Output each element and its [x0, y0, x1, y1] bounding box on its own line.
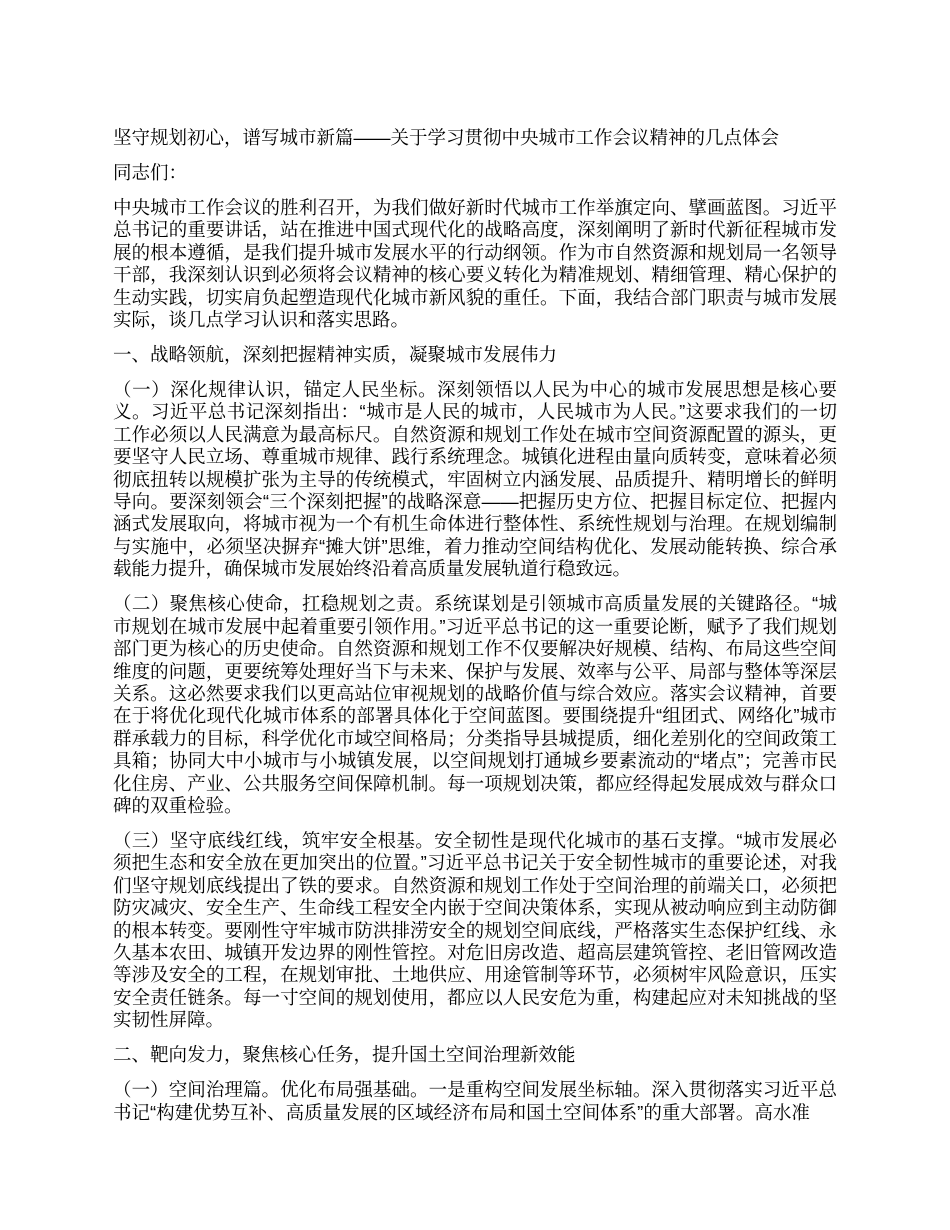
section-2-paragraph-1: （一）空间治理篇。优化布局强基础。一是重构空间发展坐标轴。深入贯彻落实习近平总书记“构建优势互补、高质量发展的区域经济布局和国土空间体系”的重大部署。高水准	[113, 1079, 837, 1123]
salutation: 同志们：	[113, 162, 188, 183]
intro-paragraph: 中央城市工作会议的胜利召开，为我们做好新时代城市工作举旗定向、擘画蓝图。习近平总书记的重要讲话，站在推进中国式现代化的战略高度，深刻阐明了新时代新征程城市发展的根本遵循，是我们提升城市发展水平的行动纲领。作为市自然资源和规划局一名领导干部，我深刻认识到必须将会议精神的核心要义转化为精准规划、精细管理、精心保护的生动实践，切实肩负起塑造现代化城市新风貌的重任。下面，我结合部门职责与城市发展实际，谈几点学习认识和落实思路。	[113, 197, 837, 331]
section-1-heading: 一、战略领航，深刻把握精神实质，凝聚城市发展伟力	[113, 344, 558, 366]
section-1-paragraph-1: （一）深化规律认识，锚定人民坐标。深刻领悟以人民为中心的城市发展思想是核心要义。习近平总书记深刻指出：“城市是人民的城市，人民城市为人民。”这要求我们的一切工作必须以人民满意为最高标尺。自然资源和规划工作处在城市空间资源配置的源头，更要坚守人民立场、尊重城市规律、践行系统理念。城镇化进程由量向质转变，意味着必须彻底扭转以规模扩张为主导的传统模式，牢固树立内涵发展、品质提升、精明增长的鲜明导向。要深刻领会“三个深刻把握”的战略深意——把握历史方位、把握目标定位、把握内涵式发展取向，将城市视为一个有机生命体进行整体性、系统性规划与治理。在规划编制与实施中，必须坚决摒弃“摊大饼”思维，着力推动空间结构优化、发展动能转换、综合承载能力提升，确保城市发展始终沿着高质量发展轨道行稳致远。	[113, 379, 837, 580]
section-1-paragraph-2: （二）聚焦核心使命，扛稳规划之责。系统谋划是引领城市高质量发展的关键路径。“城市规划在城市发展中起着重要引领作用。”习近平总书记的这一重要论断，赋予了我们规划部门更为核心的历史使命。自然资源和规划工作不仅要解决好规模、结构、布局这些空间维度的问题，更要统筹处理好当下与未来、保护与发展、效率与公平、局部与整体等深层关系。这必然要求我们以更高站位审视规划的战略价值与综合效应。落实会议精神，首要在于将优化现代化城市体系的部署具体化于空间蓝图。要围绕提升“组团式、网络化”城市群承载力的目标，科学优化市域空间格局；分类指导县城提质，细化差别化的空间政策工具箱；协同大中小城市与小城镇发展，以空间规划打通城乡要素流动的“堵点”；完善市民化住房、产业、公共服务空间保障机制。每一项规划决策，都应经得起发展成效与群众口碑的双重检验。	[113, 593, 837, 816]
document-title: 坚守规划初心，谱写城市新篇——关于学习贯彻中央城市工作会议精神的几点体会	[113, 127, 780, 148]
section-2-heading: 二、靶向发力，聚焦核心任务，提升国土空间治理新效能	[113, 1044, 576, 1066]
section-1-paragraph-3: （三）坚守底线红线，筑牢安全根基。安全韧性是现代化城市的基石支撑。“城市发展必须把生态和安全放在更加突出的位置。”习近平总书记关于安全韧性城市的重要论述，对我们坚守规划底线提出了铁的要求。自然资源和规划工作处于空间治理的前端关口，必须把防灾减灾、安全生产、生命线工程安全内嵌于空间决策体系，实现从被动响应到主动防御的根本转变。要刚性守牢城市防洪排涝安全的规划空间底线，严格落实生态保护红线、永久基本农田、城镇开发边界的刚性管控。对危旧房改造、超高层建筑管控、老旧管网改造等涉及安全的工程，在规划审批、土地供应、用途管制等环节，必须树牢风险意识，压实安全责任链条。每一寸空间的规划使用，都应以人民安危为重，构建起应对未知挑战的坚实韧性屏障。	[113, 829, 837, 1031]
